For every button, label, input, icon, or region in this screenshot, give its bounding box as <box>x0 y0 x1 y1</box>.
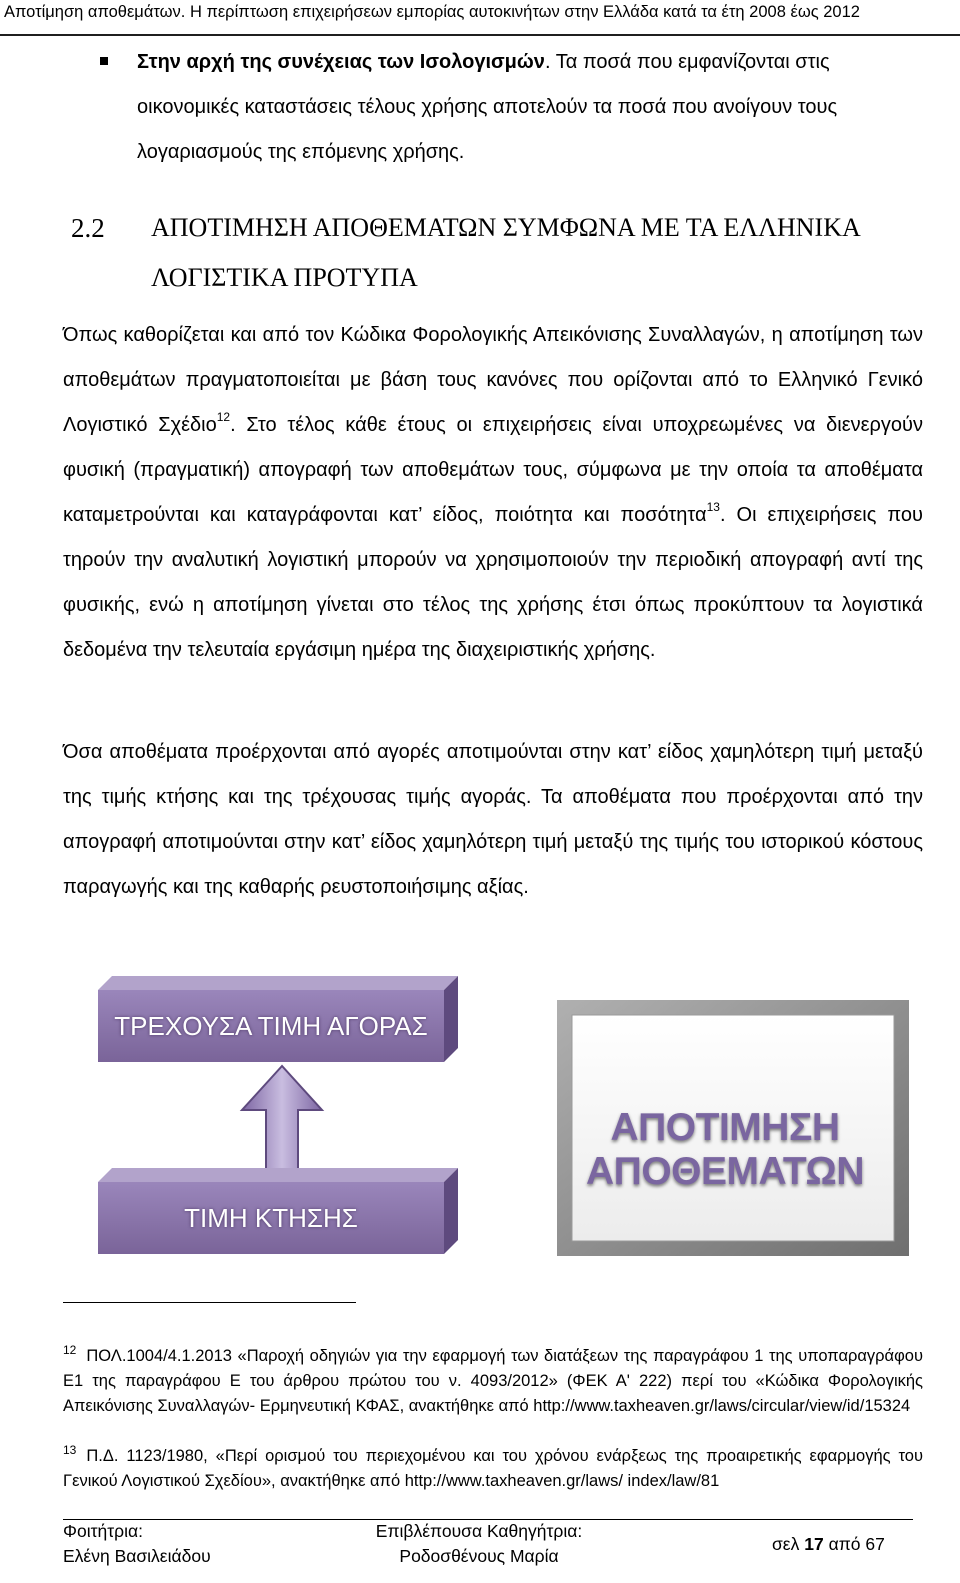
bullet-bold-text: Στην αρχή της συνέχειας των Ισολογισμών <box>137 51 545 73</box>
valuation-diagram <box>0 970 960 1270</box>
supervisor-name: Ροδοσθένους Μαρία <box>399 1546 559 1566</box>
footnote-12 <box>63 1344 923 1419</box>
running-header <box>0 0 960 28</box>
inventory-valuation-label <box>560 1030 890 1270</box>
page-number <box>772 1532 885 1557</box>
bullet-square-icon <box>100 57 108 65</box>
footnote-ref-12[interactable]: 12 <box>216 410 231 424</box>
section-number: 2.2 <box>71 213 105 243</box>
page-separator: από <box>828 1534 861 1554</box>
result-line-1: ΑΠΟΤΙΜΗΣΗ <box>610 1106 840 1149</box>
paragraph2-text: Όσα αποθέματα προέρχονται από αγορές αποτιμούνται στην κατ’ είδος χαμηλότερη τιμή μεταξύ της τιμής κτήσης και της τρέχουσας τιμής αγοράς. Τα αποθέματα που προέρχονται από την απογραφή αποτιμούνται στην κατ’ είδος χαμηλότερη τιμή μεταξύ της τιμής του ιστορικού κόστους παραγωγής και της καθαρής ρευστοποιήσιμης αξίας. <box>63 741 923 898</box>
footer-student <box>63 1519 211 1569</box>
paragraph-lower-of-cost <box>63 730 923 910</box>
bullet-rest-text: . Τα ποσά που εμφανίζονται στις οικονομικές καταστάσεις τέλους χρήσης αποτελούν τα ποσά που ανοίγουν τους λογαριασμούς της επόμενης χρήσης. <box>137 51 838 163</box>
paragraph1-part3: . Οι επιχειρήσεις που τηρούν την αναλυτική λογιστική μπορούν να χρησιμοποιούν την περιοδική απογραφή αντί της φυσικής, ενώ η αποτίμηση γίνεται στο τέλος της χρήσης έτσι όπως προκύπτουν τα λογιστικά δεδομένα την τελευταία εργάσιμη ημέρα της διαχειριστικής χρήσης. <box>63 504 923 661</box>
bullet-item <box>137 40 923 175</box>
student-label: Φοιτήτρια: <box>63 1521 143 1541</box>
page-total: 67 <box>865 1534 885 1554</box>
footnote-ref-13[interactable]: 13 <box>706 500 720 514</box>
student-name: Ελένη Βασιλειάδου <box>63 1546 211 1566</box>
footnote-13-mark: 13 <box>63 1443 77 1457</box>
page-prefix: σελ <box>772 1534 800 1554</box>
footnote-12-text: ΠΟΛ.1004/4.1.2013 «Παροχή οδηγιών για την εφαρμογή των διατάξεων της παραγράφου 1 της υποπαραγράφου Ε1 της παραγράφου Ε του άρθρου πρώτου του ν. 4093/2012» (ΦΕΚ Α' 222) περί του «Κώδικα Φορολογικής Απεικόνισης Συναλλαγών- Ερμηνευτική ΚΦΑΣ, ανακτήθηκε από http://www.taxheaven.gr/laws/circular/view/id/15324 <box>63 1347 923 1415</box>
section-title: ΑΠΟΤΙΜΗΣΗ ΑΠΟΘΕΜΑΤΩΝ ΣΥΜΦΩΝΑ ΜΕ ΤΑ ΕΛΛΗΝΙΚΑ ΛΟΓΙΣΤΙΚΑ ΠΡΟΤΥΠΑ <box>151 213 860 292</box>
footnote-13 <box>63 1444 923 1494</box>
paragraph1-part1: Όπως καθορίζεται και από τον Κώδικα Φορολογικής Απεικόνισης Συναλλαγών, η αποτίμηση των αποθεμάτων πραγματοποιείται με βάση τους κανόνες που ορίζονται από το Ελληνικό Γενικό Λογιστικό Σχέδιο <box>63 324 923 436</box>
current-market-price-label: ΤΡΕΧΟΥΣΑ ΤΙΜΗ ΑΓΟΡΑΣ <box>114 1010 428 1041</box>
result-line-2: ΑΠΟΘΕΜΑΤΩΝ <box>586 1150 864 1193</box>
running-title: Αποτίμηση αποθεμάτων. Η περίπτωση επιχειρήσεων εμπορίας αυτοκινήτων στην Ελλάδα κατά τα έτη 2008 έως 2012 <box>4 3 860 21</box>
footnote-13-text: Π.Δ. 1123/1980, «Περί ορισμού του περιεχομένου και του χρόνου ενάρξεως της προαιρετικής εφαρμογής του Γενικού Λογιστικού Σχεδίου», ανακτήθηκε από http://www.taxheaven.gr/laws/ index/law/81 <box>63 1447 923 1490</box>
paragraph-valuation-rules <box>63 313 923 673</box>
footnote-divider <box>63 1302 356 1303</box>
footnote-12-mark: 12 <box>63 1343 77 1357</box>
header-divider <box>0 34 960 36</box>
supervisor-label: Επιβλέπουσα Καθηγήτρια: <box>375 1521 583 1541</box>
page-current: 17 <box>804 1534 824 1554</box>
footer-supervisor <box>363 1519 595 1569</box>
paragraph1-part2: . Στο τέλος κάθε έτους οι επιχειρήσεις είναι υποχρεωμένες να διενεργούν φυσική (πραγματική) απογραφή των αποθεμάτων τους, σύμφωνα με την οποία τα αποθέματα καταμετρούνται και καταγράφονται κατ’ είδος, ποιότητα και ποσότητα <box>63 414 923 526</box>
acquisition-cost-label: ΤΙΜΗ ΚΤΗΣΗΣ <box>184 1202 358 1233</box>
